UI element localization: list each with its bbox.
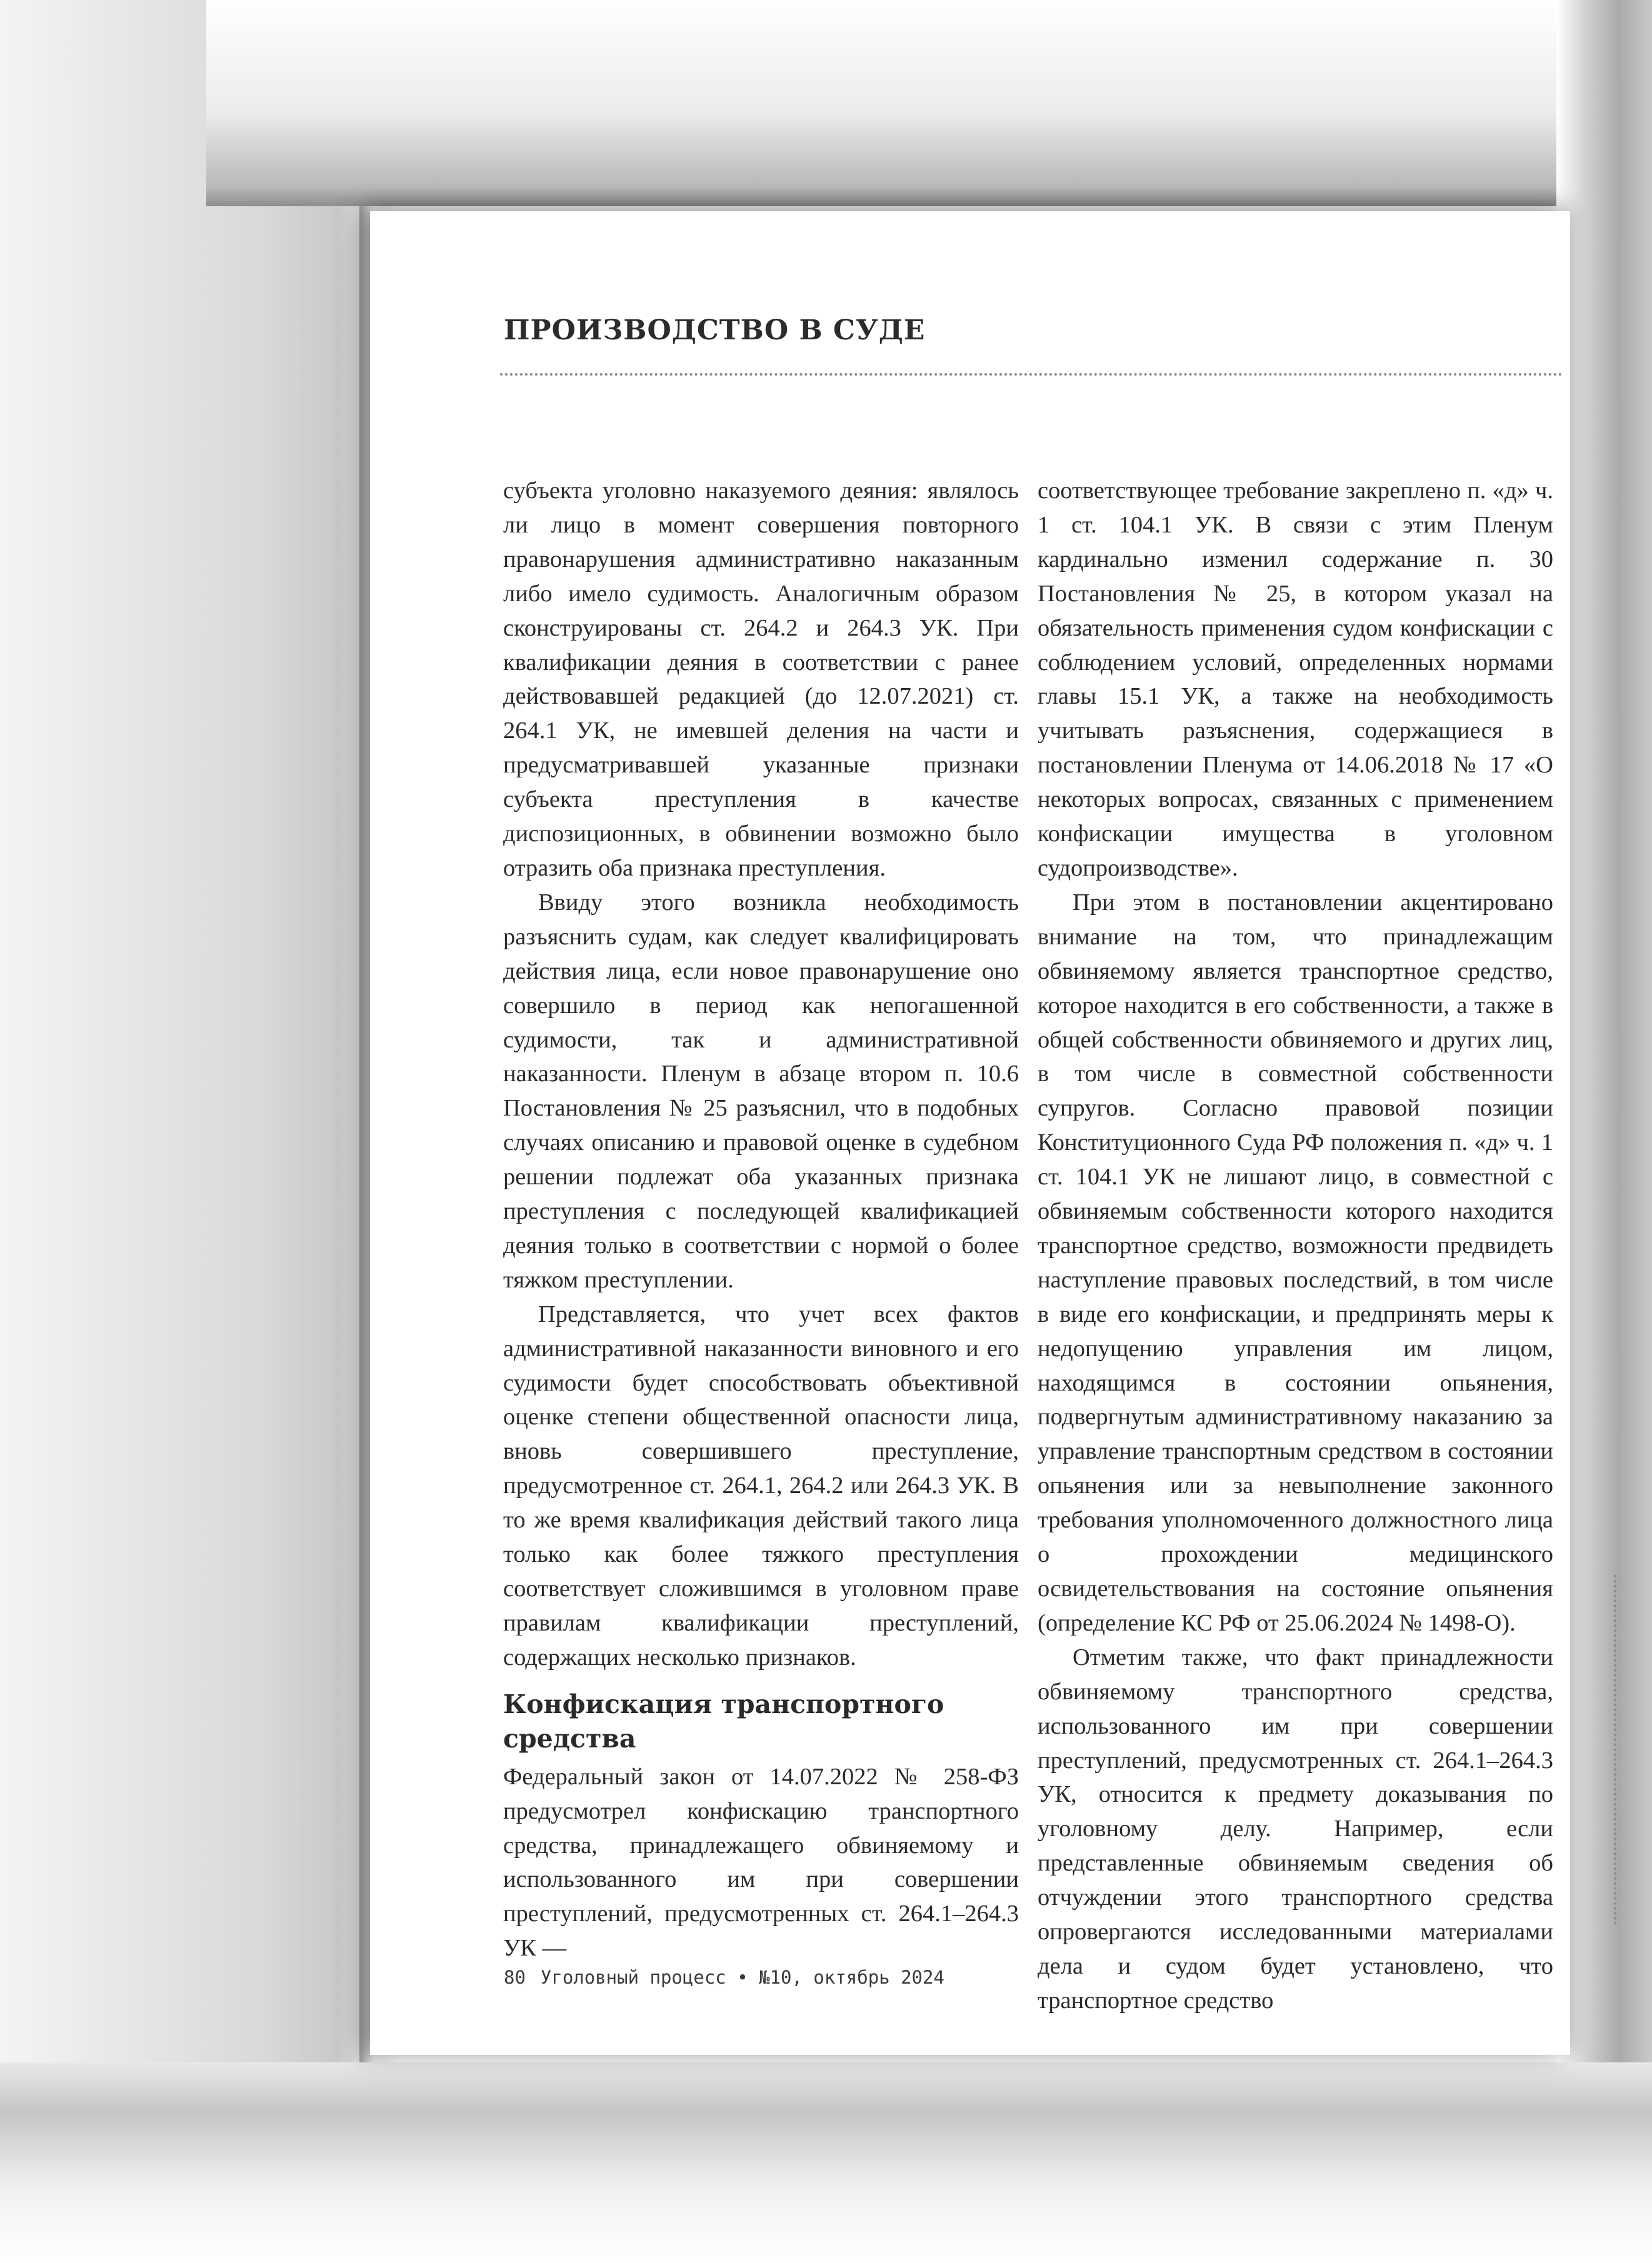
scan-edge-marks <box>1614 1575 1623 1925</box>
subheading: Конфискация транспортного средства <box>503 1689 944 1754</box>
paragraph: соответствующее требование закреплено п. «д» ч. 1 ст. 104.1 УК. В связи с этим Пленум кардинально изменил содержание п. 30 Постановления № 25, в котором указал на обязательность применения судом конфискации с соблюдением условий, определенных нормами главы 15.1 УК, а также на необходимость учитывать разъяснения, содержащиеся в постановлении Пленума от 14.06.2018 № 17 «О некоторых вопросах, связанных с применением конфискации имущества в уголовном судопроизводстве». <box>1038 477 1553 881</box>
page-footer <box>504 1967 944 1988</box>
page-number: 80 <box>504 1967 526 1988</box>
paragraph: Федеральный закон от 14.07.2022 № 258-ФЗ предусмотрел конфискацию транспортного средства, принадлежащего обвиняемому и использованного им при совершении преступлений, предусмотренных ст. 264.1–264.3 УК — <box>503 1763 1019 1962</box>
left-column <box>503 474 1019 1966</box>
paragraph: субъекта уголовно наказуемого деяния: являлось ли лицо в момент совершения повторного правонарушения административно наказанным либо имело судимость. Аналогичным образом сконструированы ст. 264.2 и 264.3 УК. При квалификации деяния в соответствии с ранее действовавшей редакцией (до 12.07.2021) ст. 264.1 УК, не имевшей деления на части и предусматривавшей указанные признаки субъекта преступления в качестве диспозиционных, в обвинении возможно было отразить оба признака преступления. <box>503 477 1019 881</box>
paragraph: При этом в постановлении акцентировано внимание на том, что принадлежащим обвиняемому является транспортное средство, которое находится в его собственности, а также в общей собственности обвиняемого и других лиц, в том числе в совместной собственности супругов. Согласно правовой позиции Конституционного Суда РФ положения п. «д» ч. 1 ст. 104.1 УК не лишают лицо, в совместной с обвиняемым собственности которого находится транспортное средство, возможности предвидеть наступление правовых последствий, в том числе в виде его конфискации, и предпринять меры к недопущению управления им лицом, находящимся в состоянии опьянения, подвергнутым административному наказанию за управление транспортным средством в состоянии опьянения или за невыполнение законного требования уполномоченного должностного лица о прохождении медицинского освидетельствования на состояние опьянения (определение КС РФ от 25.06.2024 № 1498-О). <box>1038 889 1553 1636</box>
header-divider <box>500 373 1563 376</box>
scan-right-shadow <box>1556 0 1652 2263</box>
section-title: ПРОИЗВОДСТВО В СУДЕ <box>504 314 926 346</box>
scan-top-shadow <box>206 0 1652 206</box>
paragraph: Ввиду этого возникла необходимость разъяснить судам, как следует квалифицировать действия лица, если новое правонарушение оно совершило в период как непогашенной судимости, так и административной наказанности. Пленум в абзаце втором п. 10.6 Постановления № 25 разъяснил, что в подобных случаях описанию и правовой оценке в судебном решении подлежат оба указанных признака преступления с последующей квалификацией деяния только в соответствии с нормой о более тяжком преступлении. <box>503 889 1019 1293</box>
right-column <box>1038 474 1553 2018</box>
paragraph: Представляется, что учет всех фактов административной наказанности виновного и его судимости будет способствовать объективной оценке степени общественной опасности лица, вновь совершившего преступление, предусмотренное ст. 264.1, 264.2 или 264.3 УК. В то же время квалификация действий такого лица только как более тяжкого преступления соответствует сложившимся в уголовном праве правилам квалификации преступлений, содержащих несколько признаков. <box>503 1301 1019 1671</box>
paragraph: Отметим также, что факт принадлежности обвиняемому транспортного средства, использованного им при совершении преступлений, предусмотренных ст. 264.1–264.3 УК, относится к предмету доказывания по уголовному делу. Например, если представленные обвиняемым сведения об отчуждении этого транспортного средства опровергаются исследованными материалами дела и судом будет установлено, что транспортное средство <box>1038 1644 1553 2014</box>
scan-bottom-shadow <box>0 2062 1652 2263</box>
journal-name: Уголовный процесс • №10, октябрь 2024 <box>540 1967 944 1988</box>
